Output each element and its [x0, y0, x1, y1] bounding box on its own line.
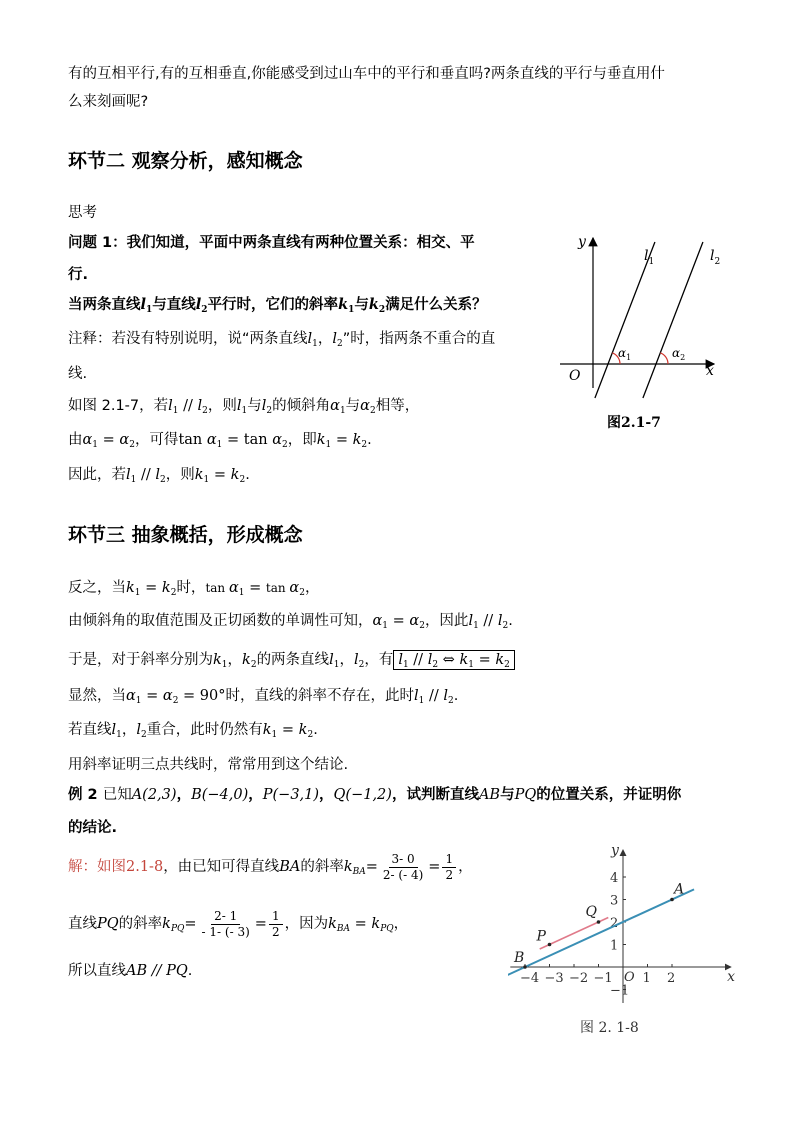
question1-line-b: 行. — [68, 267, 89, 283]
note-line-a: 注释：若没有特别说明，说“两条直线$l_1$，$l_2$”时，指两条不重合的直 — [68, 331, 496, 349]
line-l1 — [595, 242, 655, 398]
x-axis-label: x — [727, 969, 736, 985]
think-label: 思考 — [68, 205, 97, 221]
figure-2-1-8 — [508, 842, 738, 1042]
y-tick-label: 1 — [610, 938, 619, 954]
line-l2-label: $l_2$ — [710, 248, 721, 267]
point-P-label: P — [536, 928, 546, 945]
hence-line: 因此，若$l_1 // l_2$，则$k_1 = k_2$. — [68, 467, 250, 485]
y-tick-label: 4 — [610, 871, 619, 886]
point-A — [670, 898, 674, 902]
x-tick-label: −4 — [520, 971, 540, 986]
y-tick-label: 2 — [610, 916, 619, 931]
converse-line: 反之，当$k_1 = k_2$时，$\tan \alpha_1 = \tan \alpha_2$， — [68, 580, 320, 598]
solution-line-2: 直线PQ的斜率$k_{PQ}=$ $\frac{2- 1}{- 1- (- 3)}$ = $\frac{1}{2}$ ，因为$k_{BA} = k_{PQ}$， — [68, 908, 409, 939]
y-tick-label: 3 — [610, 893, 619, 909]
line-l1-label: $l_1$ — [644, 248, 655, 267]
angle-arc-alpha2 — [660, 353, 668, 364]
example2-line-a: 例 2 已知A(2,3)，B(−4,0)，P(−3,1)，Q(−1,2)，试判断直线AB与PQ的位置关系，并证明你 — [68, 787, 682, 803]
solution-line-3: 所以直线AB // PQ. — [68, 963, 193, 979]
point-Q — [597, 920, 601, 924]
solution-line-1: 解：如图2.1-8，由已知可得直线BA的斜率$k_{BA}=$ $\frac{3- 0}{2- (- 4)}$ = $\frac{1}{2}$ ， — [68, 851, 473, 882]
question1-line-c: 当两条直线$l_1$与直线$l_2$平行时，它们的斜率$k_1$与$k_2$满足什么关系？ — [68, 296, 487, 315]
alpha2-label: $\alpha_2$ — [672, 346, 686, 362]
point-A-label: A — [674, 881, 685, 898]
origin-label: O — [569, 368, 581, 384]
y-axis-label: y — [611, 842, 619, 859]
monotonic-line: 由倾斜角的取值范围及正切函数的单调性可知，$\alpha_1 = \alpha_2$，因此$l_1 // l_2$. — [68, 613, 513, 631]
coincide-line: 若直线$l_1$，$l_2$重合，此时仍然有$k_1 = k_2$. — [68, 722, 318, 740]
point-B-label: B — [514, 950, 525, 966]
figure-2-1-8-plot — [508, 843, 735, 1004]
x-tick-label: −2 — [569, 971, 589, 986]
figure-ref-line: 如图 2.1-7，若$l_1 // l_2$，则$l_1$与$l_2$的倾斜角$\alpha_1$与$\alpha_2$相等， — [68, 398, 420, 416]
example2-line-b: 的结论. — [68, 820, 118, 836]
x-tick-label: 2 — [667, 971, 676, 986]
y-tick-label: −1 — [610, 983, 630, 999]
intro-line-2: 么来刻画呢? — [68, 94, 149, 110]
section3-heading: 环节三 抽象概括，形成概念 — [68, 524, 303, 546]
x-tick-label: −1 — [593, 971, 613, 986]
y-axis-label: y — [578, 234, 586, 250]
intro-line-1: 有的互相平行,有的互相垂直,你能感受到过山车中的平行和垂直吗?两条直线的平行与垂直用什 — [68, 66, 665, 82]
boxed-theorem: $l_1 // l_2$ ⇔ $k_1 = k_2$ — [393, 650, 515, 670]
derivation-line: 由$\alpha_1 = \alpha_2$，可得$\tan \alpha_1 = \tan \alpha_2$，即$k_1 = k_2$. — [68, 432, 372, 450]
alpha1-label: $\alpha_1$ — [618, 346, 632, 362]
section2-heading: 环节二 观察分析，感知概念 — [68, 150, 303, 172]
x-axis-label: x — [706, 363, 714, 379]
figure-2-1-7-caption: 图2.1-7 — [607, 415, 661, 431]
obvious-line: 显然，当$\alpha_1 = \alpha_2 = 90^\circ$时，直线的斜率不存在，此时$l_1 // l_2$. — [68, 688, 459, 706]
point-Q-label: Q — [585, 904, 597, 920]
figure-2-1-8-caption: 图 2. 1-8 — [580, 1020, 639, 1036]
usage-line: 用斜率证明三点共线时，常常用到这个结论. — [68, 757, 349, 773]
figure-2-1-7 — [552, 228, 727, 433]
x-tick-label: −3 — [544, 971, 564, 986]
question1-line-a: 问题 1：我们知道，平面中两条直线有两种位置关系：相交、平 — [68, 235, 475, 251]
conclusion-line: 于是，对于斜率分别为$k_1$，$k_2$的两条直线$l_1$，$l_2$，有 $l_1 // l_2$ ⇔ $k_1 = k_2$ — [68, 650, 515, 670]
note-line-b: 线. — [68, 366, 88, 382]
origin-label: O — [624, 970, 635, 985]
x-tick-label: 1 — [642, 971, 651, 986]
point-P — [548, 943, 552, 947]
